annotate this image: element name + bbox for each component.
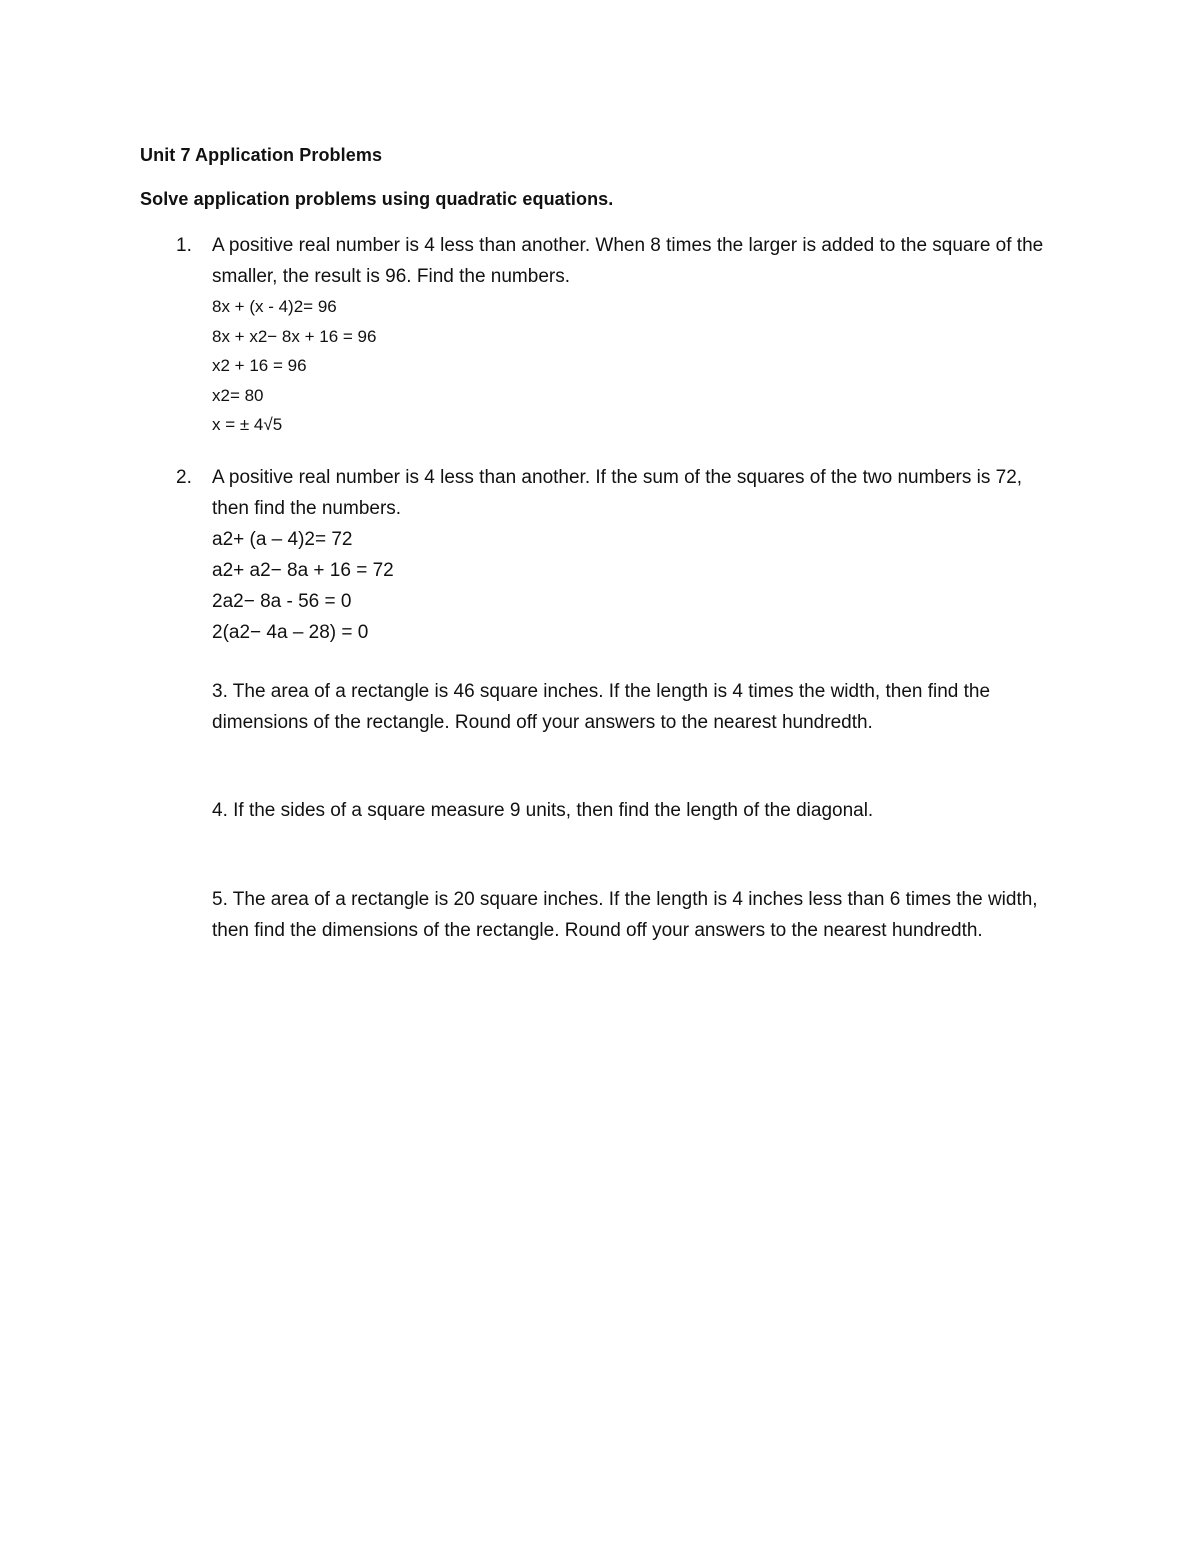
problem-5: [140, 884, 1060, 946]
problem-text: 5. The area of a rectangle is 20 square inches. If the length is 4 inches less than 6 times the width, then find the dimensions of the rectangle. Round off your answers to the nearest hundredth.: [212, 889, 1038, 941]
problem-text: A positive real number is 4 less than another. If the sum of the squares of the two numbers is 72, then find the numbers.: [212, 467, 1023, 519]
work-line: 2(a2− 4a – 28) = 0: [212, 622, 369, 643]
work-line: 2a2− 8a - 56 = 0: [212, 591, 352, 612]
page-title: Unit 7 Application Problems: [140, 145, 383, 165]
work-line: a2+ a2− 8a + 16 = 72: [212, 560, 394, 581]
work-line: x2 + 16 = 96: [212, 356, 307, 375]
work-line: x2= 80: [212, 385, 264, 405]
problem-2: [140, 462, 1060, 648]
instructions-heading: Solve application problems using quadratic equations.: [140, 189, 614, 209]
work-line: x = ± 4√5: [212, 415, 283, 434]
work-line: 8x + x2− 8x + 16 = 96: [212, 326, 377, 346]
work-line: 8x + (x - 4)2= 96: [212, 297, 337, 316]
problem-4: [140, 795, 1060, 826]
problem-number: 2.: [176, 467, 192, 488]
problem-1: [140, 230, 1060, 440]
problem-text: 4. If the sides of a square measure 9 units, then find the length of the diagonal.: [212, 800, 874, 821]
problem-number: 1.: [176, 235, 192, 256]
problem-3: [140, 676, 1060, 738]
work-line: a2+ (a – 4)2= 72: [212, 529, 353, 550]
problem-text: 3. The area of a rectangle is 46 square inches. If the length is 4 times the width, then find the dimensions of the rectangle. Round off your answers to the nearest hundredth.: [212, 681, 991, 733]
problem-text: A positive real number is 4 less than another. When 8 times the larger is added to the square of the smaller, the result is 96. Find the numbers.: [212, 235, 1044, 287]
